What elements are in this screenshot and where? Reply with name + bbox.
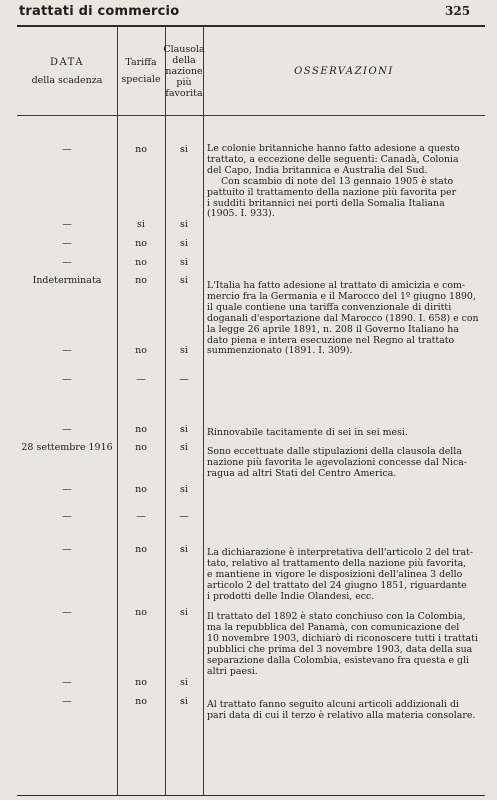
row-scadenza: — (62, 484, 72, 495)
observation-5: La dichiarazione è interpretativa dell'articolo 2 del trat- tato, relativo al trattamento della nazione più favorita, e mantiene in vigore le disposizioni dell'alinea 3 dello articolo 2 del trattato del 24 giugno 1851, riguardante i prodotti delle Indie Olandesi, ecc. (207, 547, 473, 602)
row-tariffa: no (135, 677, 147, 688)
running-title: trattati di commercio (19, 4, 180, 19)
row-tariffa: — (136, 374, 146, 385)
row-clausola: si (180, 607, 188, 618)
row-scadenza: — (62, 345, 72, 356)
row-tariffa: no (135, 607, 147, 618)
row-scadenza: — (62, 374, 72, 385)
row-clausola: si (180, 544, 188, 555)
row-scadenza: — (62, 144, 72, 155)
row-tariffa: no (135, 424, 147, 435)
row-tariffa: no (135, 696, 147, 707)
row-tariffa: no (135, 275, 147, 286)
observation-4: Sono eccettuate dalle stipulazioni della clausola della nazione più favorita le agevolazioni concesse dal Nica- ragua ad altri Stati del Centro America. (207, 446, 468, 479)
row-scadenza: — (62, 511, 72, 522)
header-rule (17, 115, 485, 116)
row-clausola: — (179, 511, 189, 522)
row-clausola: si (180, 442, 188, 453)
row-tariffa: no (135, 144, 147, 155)
row-clausola: si (180, 257, 188, 268)
row-tariffa: no (135, 345, 147, 356)
row-tariffa: no (135, 544, 147, 555)
observation-6: Il trattato del 1892 è stato conchiuso con la Colombia, ma la repubblica del Panamà, con comunicazione del 10 novembre 1903, dichiarò di riconoscere tutti i trattati pubblici che prima del 3 novembre 1903, data della sua separazione dalla Colombia, esistevano fra questa e gli altri paesi. (207, 611, 478, 677)
header-tariffa-speciale: Tariffa speciale (121, 57, 161, 85)
row-tariffa: no (135, 442, 147, 453)
header-clausola: Clausola della nazione più favorita (163, 43, 205, 99)
row-scadenza: — (62, 424, 72, 435)
row-clausola: si (180, 484, 188, 495)
row-scadenza: — (62, 219, 72, 230)
row-clausola: si (180, 219, 188, 230)
row-tariffa: no (135, 257, 147, 268)
page-header (0, 0, 497, 24)
row-clausola: si (180, 677, 188, 688)
row-tariffa: si (137, 219, 145, 230)
row-clausola: si (180, 144, 188, 155)
treaties-table (17, 25, 485, 796)
row-clausola: si (180, 238, 188, 249)
row-tariffa: no (135, 238, 147, 249)
observation-2: L'Italia ha fatto adesione al trattato di amicizia e com- mercio fra la Germania e il Marocco del 1º giugno 1890, il quale contiene una tariffa convenzionale di diritti doganali d'esportazione dal Marocco (1890. I. 658) e con la legge 26 aprile 1891, n. 208 il Governo Italiano ha dato piena e intera esecuzione nel Regno al trattato summenzionato (1891. I. 309). (207, 280, 479, 357)
row-tariffa: — (136, 511, 146, 522)
row-scadenza: — (62, 677, 72, 688)
row-clausola: si (180, 275, 188, 286)
column-divider (203, 27, 204, 795)
row-scadenza: — (62, 607, 72, 618)
row-scadenza: Indeterminata (32, 275, 102, 286)
row-clausola: si (180, 424, 188, 435)
header-data-scadenza: DATA della scadenza (31, 56, 103, 86)
row-tariffa: no (135, 484, 147, 495)
row-scadenza: — (62, 257, 72, 268)
row-scadenza: — (62, 544, 72, 555)
header-osservazioni: OSSERVAZIONI (294, 65, 394, 77)
row-clausola: — (179, 374, 189, 385)
observation-1: Le colonie britanniche hanno fatto adesione a questo trattato, a eccezione delle seguenti: Canadà, Colonia del Capo, India britannica e Australia del Sud. Con scambio di note del 13 gennaio 1905 è stato pattuito il trattamento della nazione più favorita per i sudditi britannici nei porti della Somalia Italiana (1905. I. 933). (207, 143, 460, 220)
row-scadenza: — (62, 238, 72, 249)
observation-7: Al trattato fanno seguito alcuni articoli addizionali di pari data di cui il terzo è relativo alla materia consolare. (207, 699, 476, 721)
row-clausola: si (180, 345, 188, 356)
row-clausola: si (180, 696, 188, 707)
row-scadenza: 28 settembre 1916 (21, 442, 113, 453)
page-number: 325 (445, 4, 471, 18)
row-scadenza: — (62, 696, 72, 707)
observation-3: Rinnovabile tacitamente di sei in sei mesi. (207, 427, 408, 438)
